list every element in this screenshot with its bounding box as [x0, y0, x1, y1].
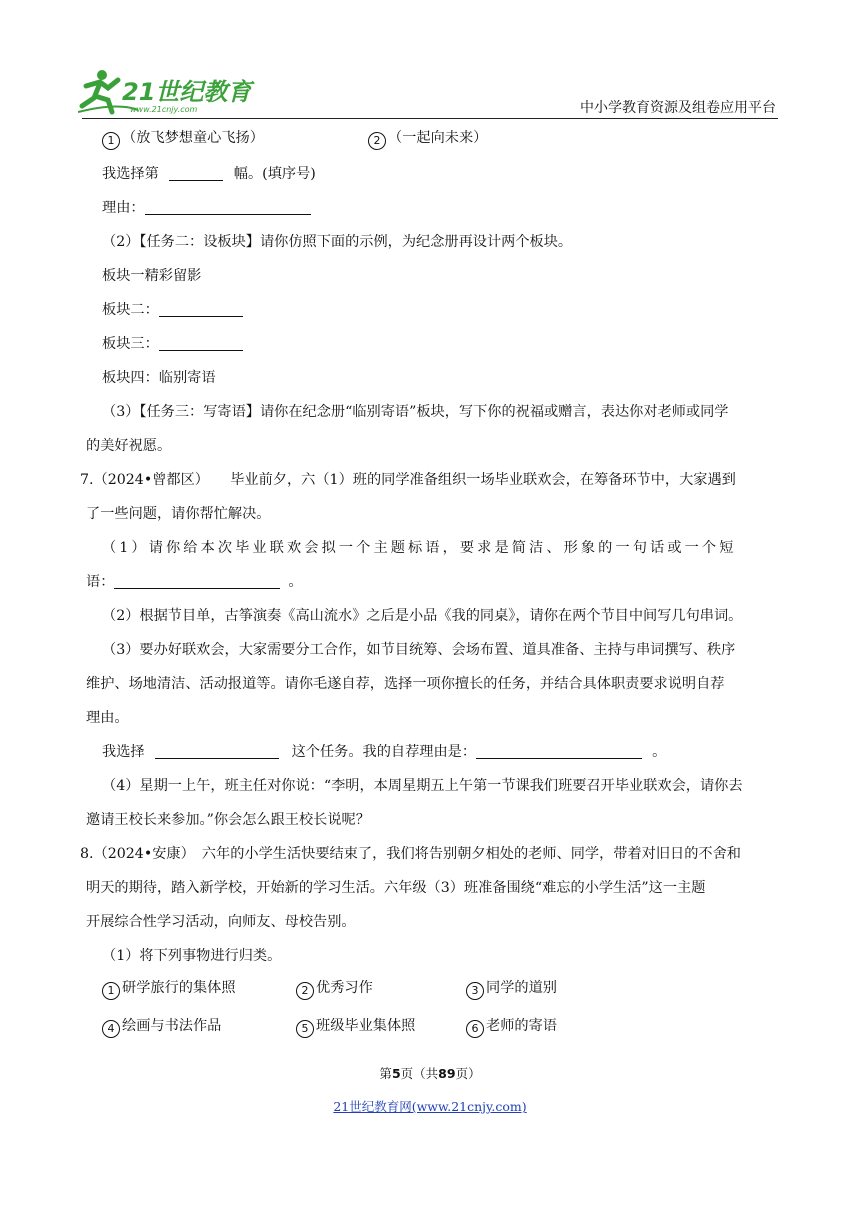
q8-line-1: 8.（2024•安康） 六年的小学生活快要结束了，我们将告别朝夕相处的老师、同学，带着对旧日的不舍和 [80, 846, 741, 862]
q7-sub1-end: 。 [288, 574, 303, 590]
q8-line-2: 明天的期待，踏入新学校，开始新的学习生活。六年级（3）班准备围绕“难忘的小学生活”这一主题 [86, 880, 706, 896]
q7-sub3-line-3: 理由。 [86, 710, 129, 726]
reason-line [102, 198, 311, 218]
circled-number: 1 [102, 132, 120, 150]
option-1-text: （放飞梦想童心飞扬） [122, 130, 264, 146]
item-text: 同学的道别 [486, 980, 557, 996]
option-2 [368, 128, 487, 150]
platform-title: 中小学教育资源及组卷应用平台 [580, 100, 776, 116]
page-mid: 页（共 [400, 1066, 439, 1081]
q7-sub4-line-1: （4）星期一上午，班主任对你说：“李明，本周星期五上午第一节课我们班要召开毕业联欢会，请你去 [102, 778, 743, 794]
block-2-label: 板块二： [102, 302, 159, 318]
q7-line-1: 7.（2024•曾都区） 毕业前夕，六（1）班的同学准备组织一场毕业联欢会，在筹备环节中，大家遇到 [80, 472, 736, 488]
total-pages: 89 [438, 1066, 456, 1081]
block-3-label: 板块三： [102, 336, 159, 352]
circled-number: 6 [466, 1020, 484, 1038]
q7-sub3-line-1: （3）要办好联欢会，大家需要分工合作，如节目统筹、会场布置、道具准备、主持与串词撰写、秩序 [102, 642, 736, 658]
runner-logo-icon [78, 66, 258, 116]
list-item [466, 1016, 557, 1038]
list-item [296, 1016, 415, 1038]
item-text: 绘画与书法作品 [122, 1018, 222, 1034]
site-logo[interactable] [78, 66, 258, 116]
list-item [102, 1016, 221, 1038]
logo-url: www.21cnjy.com [130, 105, 198, 114]
choose-line [102, 164, 316, 184]
circled-number: 5 [296, 1020, 314, 1038]
q8-sub1: （1）将下列事物进行归类。 [102, 948, 282, 964]
q7-sub3-line-2: 维护、场地清洁、活动报道等。请你毛遂自荐，选择一项你擅长的任务，并结合具体职责要求说明自荐 [86, 676, 725, 692]
block-2 [102, 300, 243, 320]
q7-sub4-line-2: 邀请王校长来参加。”你会怎么跟王校长说呢？ [86, 812, 370, 828]
current-page: 5 [391, 1066, 401, 1081]
block-2-blank[interactable] [159, 302, 243, 317]
task-blank[interactable] [155, 744, 279, 759]
q7-choose-line [102, 742, 666, 762]
slogan-blank[interactable] [114, 574, 280, 589]
site-link[interactable]: 21世纪教育网(www.21cnjy.com) [333, 1099, 527, 1114]
q7-choose-mid: 这个任务。我的自荐理由是： [291, 744, 477, 760]
block-1: 板块一精彩留影 [102, 268, 202, 284]
answer-blank[interactable] [169, 166, 223, 181]
block-3 [102, 334, 243, 354]
page-prefix: 第 [379, 1066, 392, 1081]
q7-choose-prefix: 我选择 [102, 744, 145, 760]
option-2-text: （一起向未来） [388, 130, 488, 146]
item-text: 研学旅行的集体照 [122, 980, 236, 996]
list-item [466, 978, 557, 1000]
self-recommend-blank[interactable] [476, 744, 642, 759]
q7-choose-end: 。 [652, 744, 667, 760]
task3-line-1: （3）【任务三：写寄语】请你在纪念册“临别寄语”板块，写下你的祝福或赠言，表达你对老师或同学 [102, 404, 729, 420]
reason-label: 理由： [102, 200, 145, 216]
option-1 [102, 128, 264, 150]
list-item [102, 978, 236, 1000]
logo-text: 21世纪教育 [122, 78, 252, 106]
footer-link-row [0, 1097, 860, 1115]
choose-prefix: 我选择第 [102, 166, 159, 182]
circled-number: 2 [296, 982, 314, 1000]
list-item [296, 978, 373, 1000]
item-text: 优秀习作 [316, 980, 373, 996]
item-text: 班级毕业集体照 [316, 1018, 416, 1034]
q7-sub1-line-1: （1）请你给本次毕业联欢会拟一个主题标语，要求是简洁、形象的一句话或一个短 [102, 540, 737, 556]
task3-line-2: 的美好祝愿。 [86, 438, 172, 454]
circled-number: 1 [102, 982, 120, 1000]
header-divider [82, 118, 778, 119]
item-text: 老师的寄语 [486, 1018, 557, 1034]
reason-blank[interactable] [145, 200, 311, 215]
q7-sub2: （2）根据节目单，古筝演奏《高山流水》之后是小品《我的同桌》，请你在两个节目中间写几句串词。 [102, 608, 743, 624]
q8-line-3: 开展综合性学习活动，向师友、母校告别。 [86, 914, 356, 930]
circled-number: 2 [368, 132, 386, 150]
q7-sub1-line-2 [86, 572, 303, 592]
circled-number: 3 [466, 982, 484, 1000]
block-3-blank[interactable] [159, 336, 243, 351]
q7-line-2: 了一些问题，请你帮忙解决。 [86, 506, 271, 522]
choose-suffix: 幅。(填序号) [233, 166, 316, 182]
page-number [0, 1064, 860, 1082]
page-suffix: 页） [455, 1066, 481, 1081]
circled-number: 4 [102, 1020, 120, 1038]
block-4: 板块四：临别寄语 [102, 370, 216, 386]
task2-text: （2）【任务二：设板块】请你仿照下面的示例，为纪念册再设计两个板块。 [102, 234, 573, 250]
q7-sub1-prefix: 语： [86, 574, 115, 590]
